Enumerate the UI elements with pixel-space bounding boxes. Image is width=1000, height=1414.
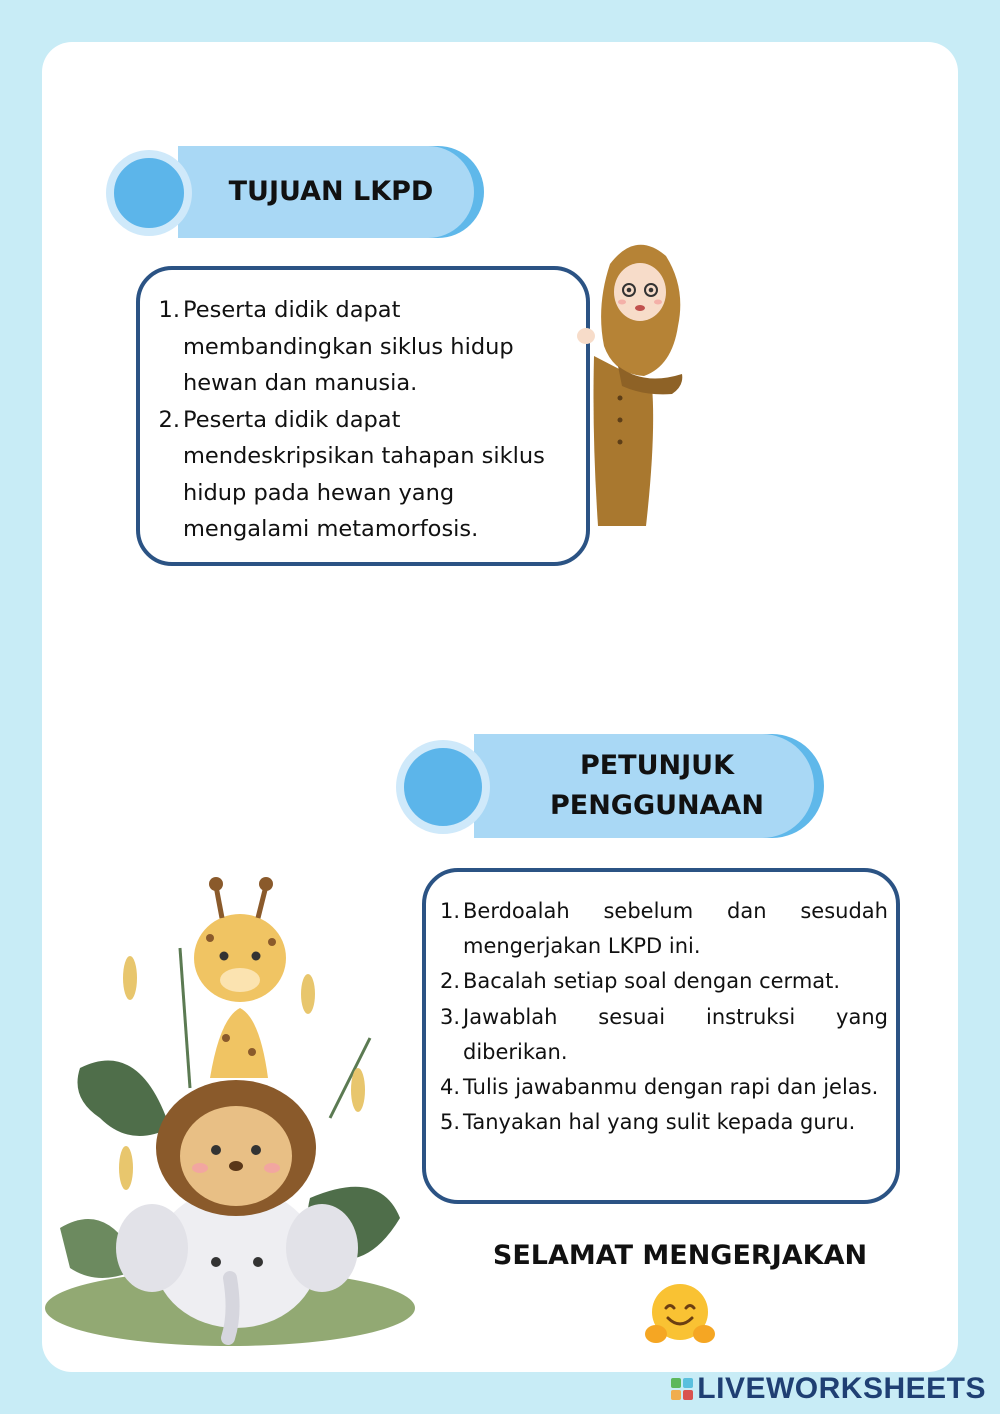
- tujuan-title: TUJUAN LKPD: [228, 175, 434, 207]
- list-item: [158, 402, 564, 548]
- item-number: 2.: [158, 406, 180, 433]
- item-text: Peserta didik dapat membandingkan siklus hidup hewan dan manusia.: [183, 297, 514, 396]
- item-text: Jawablah sesuai instruksi yang diberikan.: [463, 1004, 888, 1064]
- item-number: 1.: [439, 899, 460, 923]
- tujuan-circle: [106, 150, 192, 236]
- tujuan-header: [178, 146, 474, 238]
- petunjuk-title: [550, 746, 764, 827]
- teacher-illustration: [574, 236, 690, 526]
- closing-text: SELAMAT MENGERJAKAN: [492, 1240, 868, 1271]
- animal-stack-illustration: [40, 868, 420, 1368]
- list-item: [438, 964, 888, 999]
- item-text: Tanyakan hal yang sulit kepada guru.: [463, 1110, 856, 1135]
- item-text: Berdoalah sebelum dan sesudah mengerjakan LKPD ini.: [463, 899, 888, 959]
- list-item: [438, 1105, 888, 1140]
- list-item: [438, 894, 888, 964]
- item-text: Tulis jawabanmu dengan rapi dan jelas.: [463, 1075, 879, 1100]
- tujuan-box: [136, 266, 590, 566]
- list-item: [158, 292, 564, 402]
- item-number: 4.: [439, 1075, 460, 1100]
- brand-text: LIVEWORKSHEETS: [697, 1372, 986, 1405]
- item-text: Bacalah setiap soal dengan cermat.: [463, 969, 841, 994]
- hugging-face-emoji: [644, 1282, 716, 1346]
- petunjuk-box: [422, 868, 900, 1204]
- item-number: 5.: [439, 1110, 460, 1135]
- item-text: Peserta didik dapat mendeskripsikan tahapan siklus hidup pada hewan yang mengalami metamorfosis.: [183, 406, 545, 542]
- petunjuk-title-line2: PENGGUNAAN: [549, 790, 765, 821]
- item-number: 3.: [439, 1004, 460, 1029]
- petunjuk-circle: [396, 740, 490, 834]
- list-item: [438, 1070, 888, 1105]
- item-number: 2.: [439, 969, 460, 994]
- petunjuk-title-line1: PETUNJUK: [579, 749, 735, 781]
- petunjuk-header: [474, 734, 814, 838]
- petunjuk-list: [438, 894, 888, 1140]
- list-item: [438, 1000, 888, 1070]
- liveworksheets-brand: [671, 1372, 986, 1406]
- liveworksheets-logo: [671, 1378, 693, 1400]
- item-number: 1.: [158, 297, 180, 323]
- tujuan-list: [158, 292, 564, 548]
